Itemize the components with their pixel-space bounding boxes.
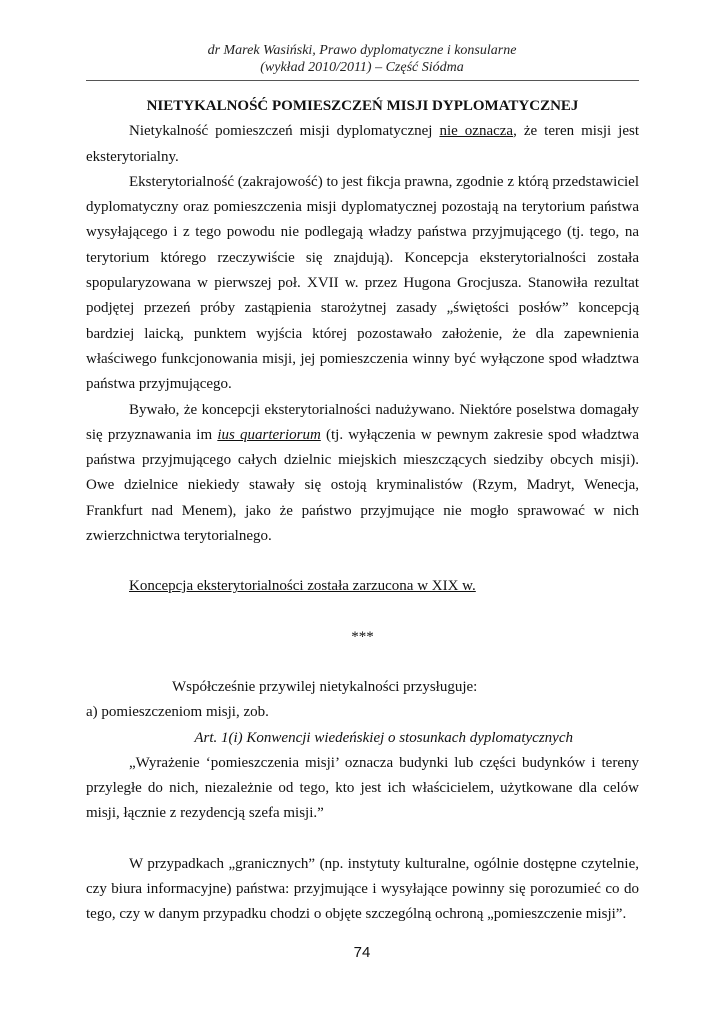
underlined-phrase: nie oznacza	[439, 123, 514, 140]
header-lecture-line: (wykład 2010/2011) – Część Siódma	[260, 60, 464, 75]
paragraph-abandoned	[86, 574, 639, 599]
paragraph-text: Nietykalność pomieszczeń misji dyplomatycznej	[129, 123, 440, 140]
paragraph-text: Bywało, że koncepcji eksterytorialności nadużywano. Niektóre poselstwa domagały się przyznawania im	[86, 401, 639, 443]
convention-reference: Art. 1(i) Konwencji wiedeńskiej o stosunkach dyplomatycznych	[194, 729, 573, 746]
paragraph-privilege: Współcześnie przywilej nietykalności przysługuje:	[172, 678, 478, 695]
header-rule	[86, 80, 639, 81]
list-item-a: a) pomieszczeniom misji, zob.	[86, 704, 269, 721]
paragraph-border-cases: W przypadkach „granicznych” (np. instytuty kulturalne, ogólnie dostępne czytelnie, czy biura informacyjne) państwa: przyjmujące i wysyłające powinny się porozumieć co do tego, czy w danym przypadku chodzi o objęte szczególną ochroną „pomieszczenie misji”.	[86, 855, 639, 923]
page-number: 74	[353, 944, 371, 961]
section-separator: ***	[351, 628, 374, 645]
section-title: NIETYKALNOŚĆ POMIESZCZEŃ MISJI DYPLOMATYCZNEJ	[146, 98, 579, 114]
latin-term: ius quarteriorum	[217, 426, 321, 443]
paragraph-text: , że teren misji jest eksterytorialny.	[86, 123, 639, 165]
header-author-line: dr Marek Wasiński, Prawo dyplomatyczne i konsularne	[207, 43, 517, 58]
paragraph-inviolability	[86, 119, 639, 170]
spacer	[86, 549, 639, 574]
paragraph-text: (tj. wyłączenia w pewnym zakresie spod władztwa państwa przyjmującego całych dzielnic miejskich mieszczących siedziby obcych misji). Owe dzielnice niekiedy stawały się ostoją kryminalistów (Rzym, Madryt, Wenecja, Frankfurt nad Menem), jako że państwo przyjmujące nie mogło sprawować w nich zwierzchnictwa terytorialnego.	[86, 426, 640, 545]
paragraph-abuse	[86, 398, 639, 550]
paragraph-exterritoriality: Eksterytorialność (zakrajowość) to jest fikcja prawna, zgodnie z którą przedstawiciel dyplomatyczny oraz pomieszczenia misji dyplomatycznej pozostają na terytorium państwa wysyłającego i z tego powodu nie podlegają władzy państwa przyjmującego (tj. tego, na terytorium którego rzeczywiście się znajdują). Koncepcja eksterytorialności została spopularyzowana w pierwszej poł. XVII w. przez Hugona Grocjusza. Stanowiła rezultat podjętej przezeń próby zastąpienia starożytnej zasady „świętości posłów” koncepcją bardziej laicką, punktem wyjścia której pozostawało założenie, że dla zapewnienia właściwego funkcjonowania misji, jej pomieszczenia winny być wyłączone spod władztwa państwa przyjmującego.	[86, 173, 639, 393]
spacer	[86, 827, 639, 852]
page-body	[86, 94, 639, 928]
spacer	[86, 600, 639, 625]
convention-quote: „Wyrażenie ‘pomieszczenia misji’ oznacza budynki lub części budynków i tereny przyległe do nich, niezależnie od tego, kto jest ich właścicielem, użytkowane dla celów misji, łącznie z rezydencją szefa misji.”	[86, 754, 639, 822]
underlined-statement: Koncepcja eksterytorialności została zarzucona w XIX w.	[129, 578, 476, 595]
running-header	[0, 42, 724, 76]
spacer	[86, 650, 639, 675]
